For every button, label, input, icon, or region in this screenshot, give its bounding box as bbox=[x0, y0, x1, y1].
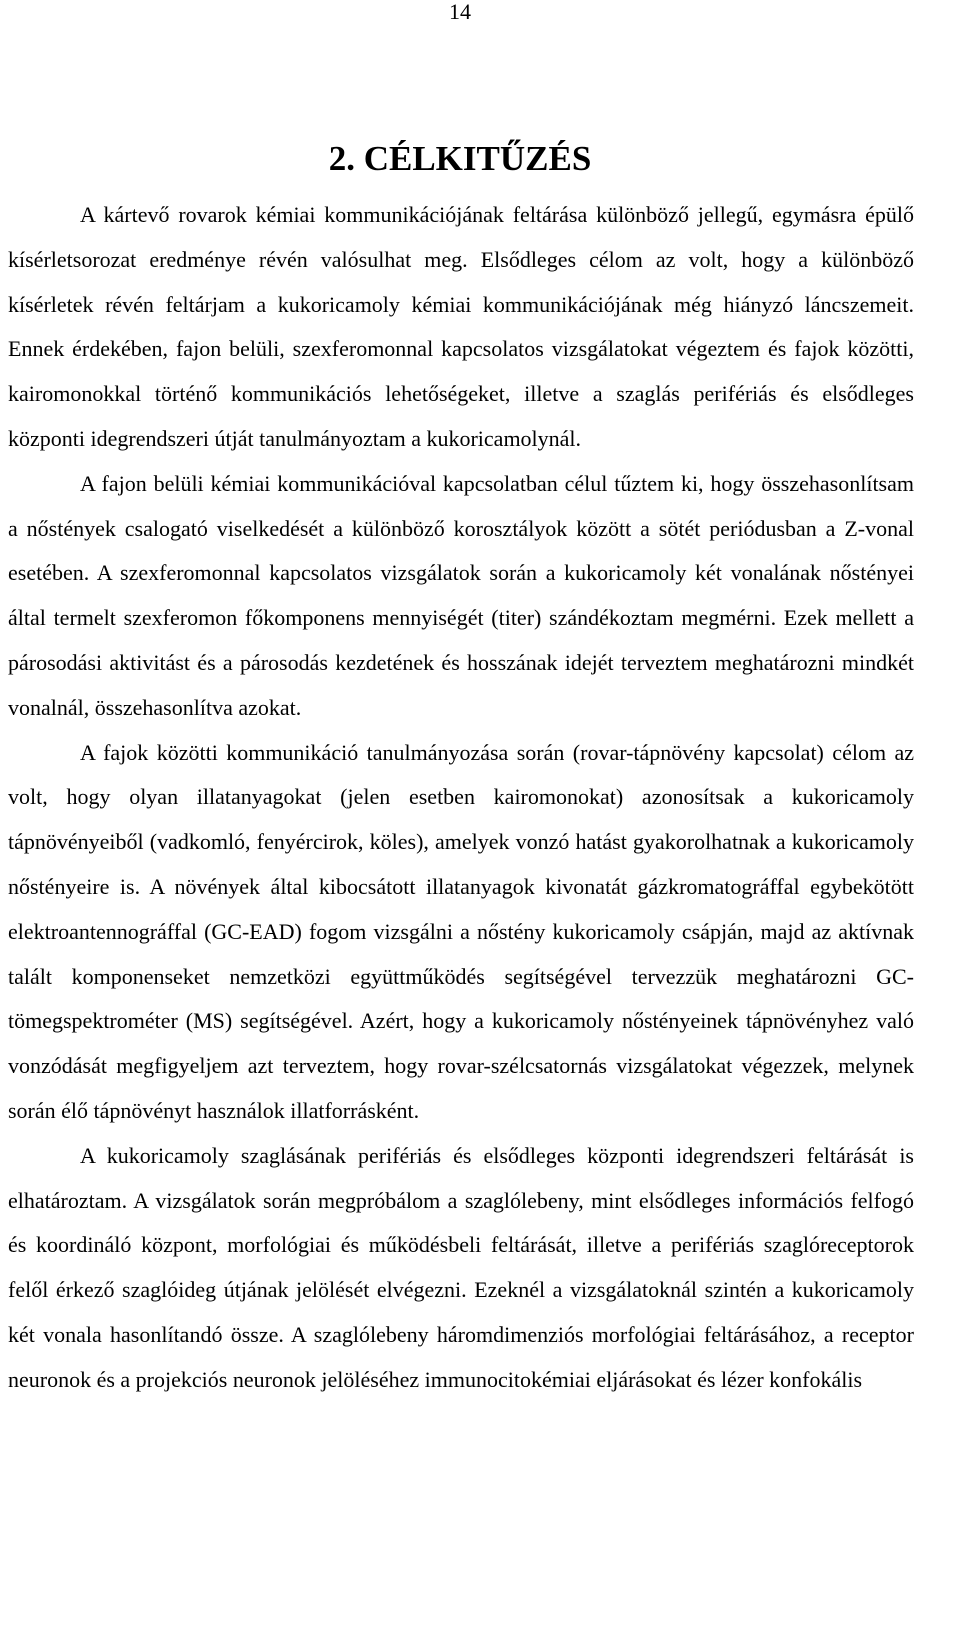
section-heading: 2. CÉLKITŰZÉS bbox=[328, 139, 592, 179]
page-number: 14 bbox=[449, 0, 471, 24]
paragraph-intraspecific: A fajon belüli kémiai kommunikációval kapcsolatban célul tűztem ki, hogy összehasonlítsam a nőstények csalogató viselkedését a különböző korosztályok között a sötét periódusban a Z-vonal esetében. A szexferomonnal kapcsolatos vizsgálatok során a kukoricamoly két vonalának nőstényei által termelt szexferomon főkomponens mennyiségét (titer) szándékoztam megmérni. Ezek mellett a párosodási aktivitást és a párosodás kezdetének és hosszának idejét terveztem meghatározni mindkét vonalnál, összehasonlítva azokat. bbox=[8, 470, 914, 720]
paragraph-olfaction: A kukoricamoly szaglásának perifériás és elsődleges központi idegrendszeri feltárását is elhatároztam. A vizsgálatok során megpróbálom a szaglólebeny, mint elsődleges információs felfogó és koordináló központ, morfológiai és működésbeli feltárását, illetve a perifériás szaglóreceptorok felől érkező szaglóideg útjának jelölését elvégezni. Ezeknél a vizsgálatoknál szintén a kukoricamoly két vonala hasonlítandó össze. A szaglólebeny háromdimenziós morfológiai feltárásához, a receptor neuronok és a projekciós neuronok jelöléséhez immunocitokémiai eljárásokat és lézer konfokális bbox=[8, 1142, 914, 1392]
paragraph-intro: A kártevő rovarok kémiai kommunikációjának feltárása különböző jellegű, egymásra épülő kísérletsorozat eredménye révén valósulhat meg. Elsődleges célom az volt, hogy a különböző kísérletek révén feltárjam a kukoricamoly kémiai kommunikációjának még hiányzó láncszemeit. Ennek érdekében, fajon belüli, szexferomonnal kapcsolatos vizsgálatokat végeztem és fajok közötti, kairomonokkal történő kommunikációs lehetőségeket, illetve a szaglás perifériás és elsődleges központi idegrendszeri útját tanulmányoztam a kukoricamolynál. bbox=[8, 202, 914, 451]
paragraph-interspecific: A fajok közötti kommunikáció tanulmányozása során (rovar-tápnövény kapcsolat) célom az volt, hogy olyan illatanyagokat (jelen esetben kairomonokat) azonosítsak a kukoricamoly tápnövényeiből (vadkomló, fenyércirok, köles), amelyek vonzó hatást gyakorolhatnak a kukoricamoly nőstényeire is. A növények által kibocsátott illatanyagok kivonatát gázkromatográffal egybekötött elektroantennográffal (GC-EAD) fogom vizsgálni a nőstény kukoricamoly csápján, majd az aktívnak talált komponenseket nemzetközi együttműködés segítségével tervezzük meghatározni GC-tömegspektrométer (MS) segítségével. Azért, hogy a kukoricamoly nőstényeinek tápnövényhez való vonzódását megfigyeljem azt terveztem, hogy rovar-szélcsatornás vizsgálatokat végezzek, melynek során élő tápnövényt használok illatforrásként. bbox=[8, 739, 914, 1123]
body-text bbox=[8, 193, 914, 1403]
